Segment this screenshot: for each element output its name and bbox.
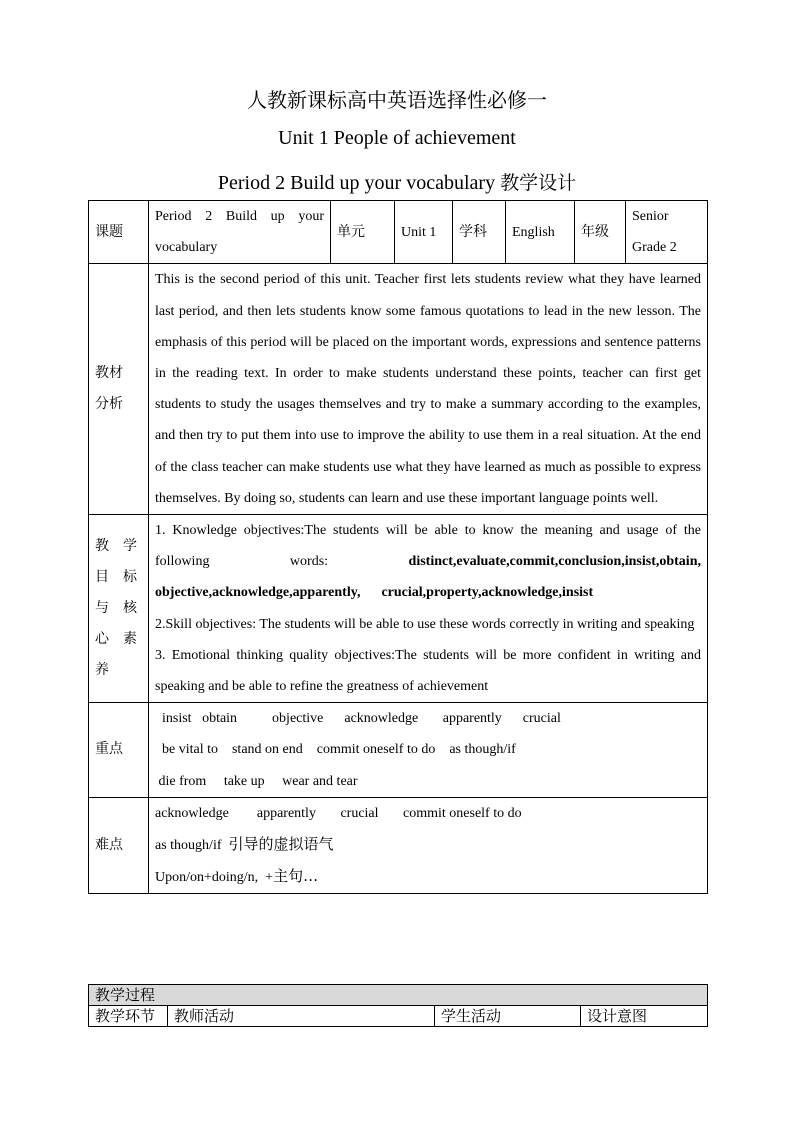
process-title: 教学过程 (89, 985, 708, 1006)
difficult-line2-en: as though/if (155, 838, 229, 854)
analysis-text: This is the second period of this unit. Teacher first lets students review what they have learned last period, and then lets students know some famous quotations to lead in the new lesson. The emphasis of this period will be placed on the important words, expressions and sentence patterns in the reading text. In order to make students understand these points, teacher can first get students to study the usages themselves and try to make a summary according to the examples, and then try to put them into use to improve the ability to use them in a real situation. At the end of the class teacher can make students use what they have learned as much as possible to express themselves. By doing so, students can learn and use these important language points well. (149, 264, 708, 515)
knowledge-words: distinct,evaluate,commit,conclusion,insist,obtain, objective,acknowledge,apparently, crucial,property,acknowledge,insist (155, 554, 705, 601)
teaching-process-table (88, 984, 708, 1027)
analysis-label-line: 分析 (95, 396, 123, 413)
grade-value: Senior Grade 2 (626, 201, 708, 264)
difficult-points-row (89, 797, 708, 894)
process-header-row (89, 1006, 708, 1027)
key-points-line: be vital to stand on end commit oneself to do as though/if (155, 742, 516, 758)
analysis-label-line: 教材 (95, 365, 123, 382)
objectives-row (89, 515, 708, 703)
process-col-purpose: 设计意图 (581, 1006, 708, 1027)
topic-value: Period 2 Build up your vocabulary (149, 201, 331, 264)
period-title-cn: 教学设计 (500, 172, 577, 194)
difficult-points-text (149, 797, 708, 894)
process-title-row (89, 985, 708, 1006)
objectives-label-line: 教 学 (95, 537, 137, 554)
subject-label: 学科 (453, 201, 506, 264)
objectives-label-line: 养 (95, 662, 109, 679)
skill-objective: 2.Skill objectives: The students will be able to use these words correctly in writing and speaking (155, 616, 695, 632)
key-points-label: 重点 (89, 703, 149, 798)
knowledge-intro: 1. Knowledge objectives:The students will be able to know the meaning and usage of the following words: (155, 523, 701, 570)
grade-label: 年级 (575, 201, 626, 264)
info-row (89, 201, 708, 264)
period-title-en: Period 2 Build up your vocabulary (217, 172, 501, 194)
process-col-stage: 教学环节 (89, 1006, 168, 1027)
objectives-label-line: 目 标 (95, 568, 137, 585)
knowledge-objective (155, 515, 705, 609)
difficult-line3-en: Upon/on+doing/n, + (155, 870, 274, 886)
objectives-label-line: 与 核 (95, 600, 137, 617)
topic-label: 课题 (89, 201, 149, 264)
key-points-line: insist obtain objective acknowledge apparently crucial (155, 711, 561, 727)
analysis-label (89, 264, 149, 515)
key-points-line: die from take up wear and tear (155, 773, 358, 789)
process-col-student: 学生活动 (435, 1006, 581, 1027)
analysis-row (89, 264, 708, 515)
difficult-points-line (155, 829, 701, 861)
lesson-plan-table (88, 200, 708, 894)
objectives-label (89, 515, 149, 703)
subject-value: English (506, 201, 575, 264)
key-points-text (149, 703, 708, 798)
difficult-line3-cn: 主句… (273, 867, 319, 886)
unit-title: Unit 1 People of achievement (278, 127, 516, 149)
unit-value: Unit 1 (395, 201, 453, 264)
difficult-points-label: 难点 (89, 797, 149, 894)
difficult-line2-cn: 引导的虚拟语气 (228, 835, 334, 854)
unit-label: 单元 (331, 201, 395, 264)
key-points-row (89, 703, 708, 798)
process-col-teacher: 教师活动 (168, 1006, 435, 1027)
objectives-text (149, 515, 708, 703)
objectives-label-line: 心 素 (95, 631, 137, 648)
period-title (0, 168, 794, 195)
difficult-points-line: acknowledge apparently crucial commit oneself to do (155, 805, 522, 821)
emotional-objective: 3. Emotional thinking quality objectives:The students will be more confident in writing and speaking and be able to refine the greatness of achievement (155, 647, 701, 695)
difficult-points-line (155, 861, 701, 893)
document-heading: 人教新课标高中英语选择性必修一 (247, 88, 547, 112)
